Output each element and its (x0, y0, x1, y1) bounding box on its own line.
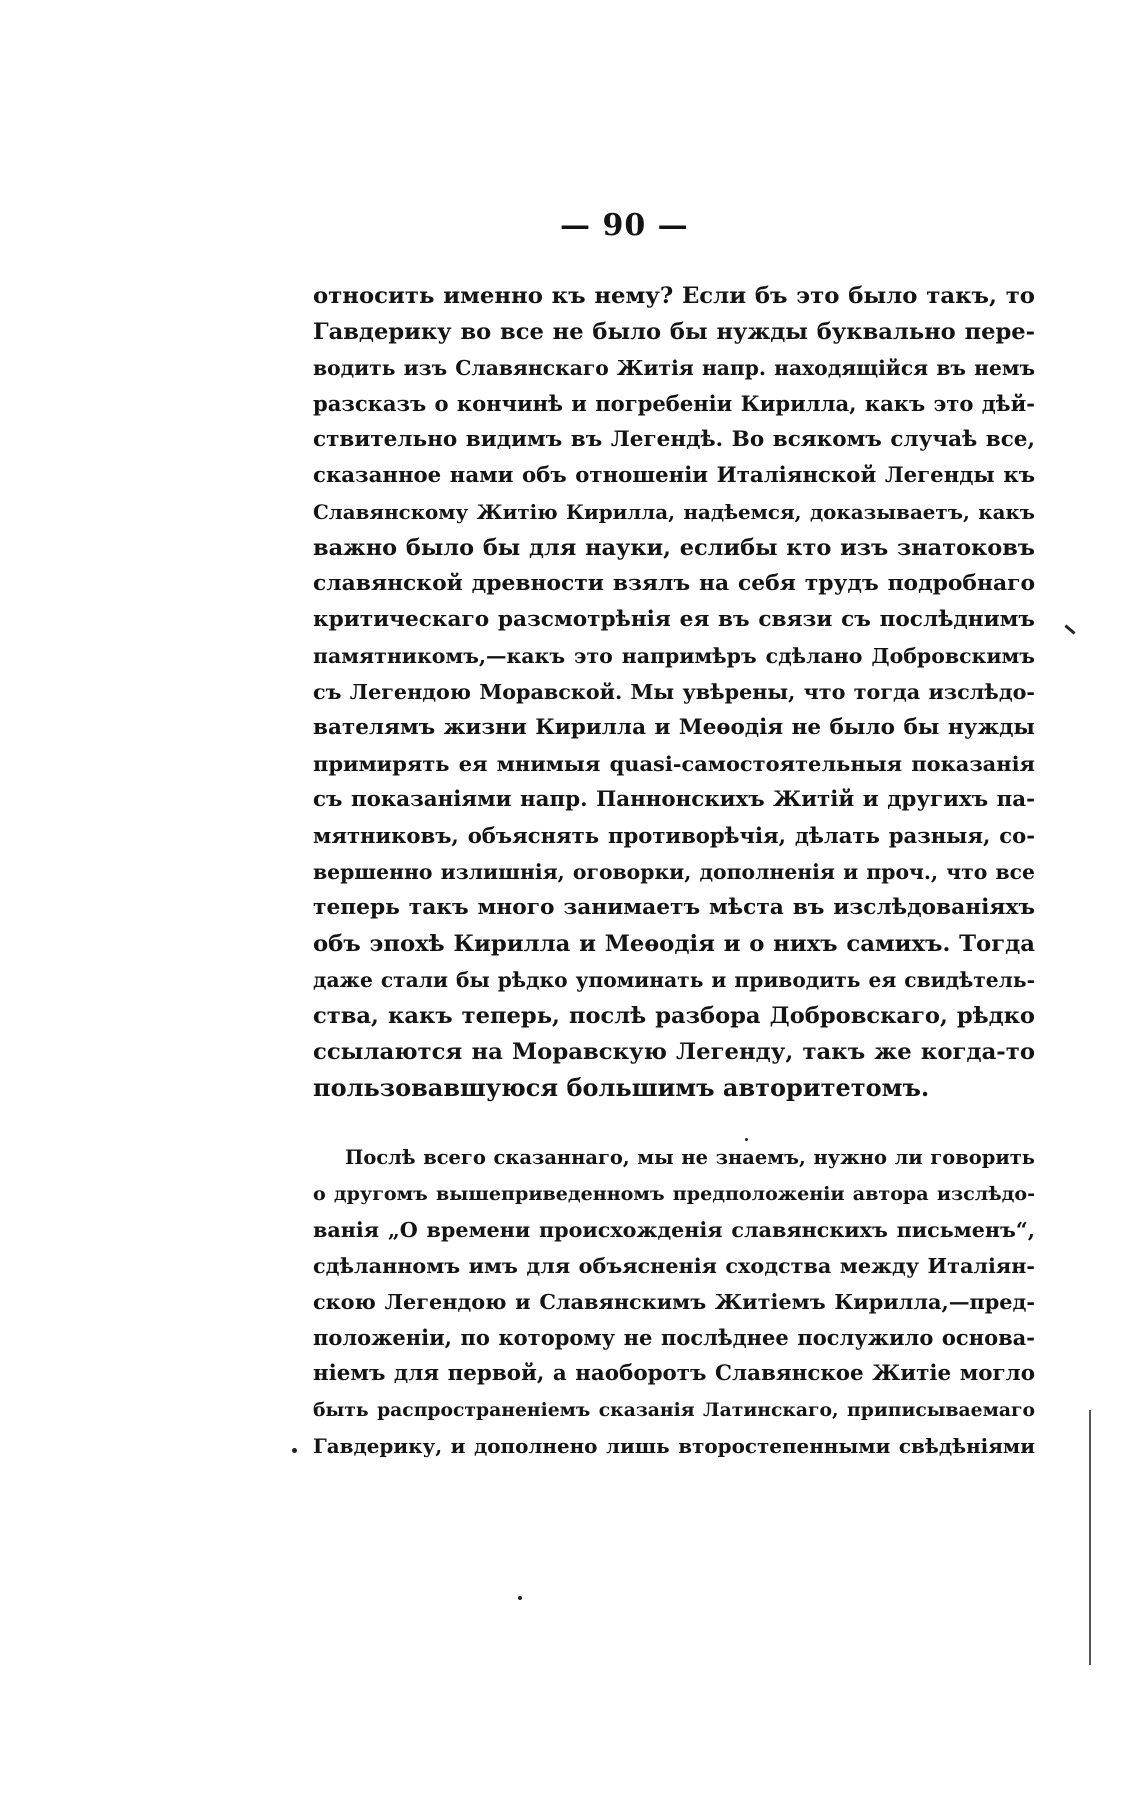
text-line: объ эпохѣ Кирилла и Меѳодія и о нихъ самихъ. Тогда (313, 931, 1035, 957)
text-line: пользовавшуюся большимъ авторитетомъ. (313, 1073, 930, 1102)
text-line: Гавдерику, и дополнено лишь второстепенными свѣдѣніями (313, 1434, 1035, 1458)
text-line: важно было бы для науки, еслибы кто изъ знатоковъ (313, 535, 1035, 561)
text-line: съ Легендою Моравской. Мы увѣрены, что тогда изслѣдо- (313, 680, 1035, 704)
text-line: о другомъ вышеприведенномъ предположеніи автора изслѣдо- (313, 1182, 1035, 1205)
text-line: славянской древности взялъ на себя трудъ подробнаго (313, 571, 1035, 596)
text-line: примирять ея мнимыя quasi-самостоятельныя показанія (313, 751, 1035, 776)
scan-edge-line (1089, 1410, 1091, 1665)
text-line: быть распространеніемъ сказанія Латинскаго, приписываемаго (313, 1399, 1035, 1421)
text-line: ства, какъ теперь, послѣ разбора Добровскаго, рѣдко (313, 1003, 1035, 1029)
scan-speck (518, 1596, 522, 1600)
text-line: водить изъ Славянскаго Житія напр. находящійся въ немъ (313, 356, 1035, 380)
paragraph-1 (313, 278, 1035, 1106)
text-line: положеніи, по которому не послѣднее послужило основа- (313, 1325, 1035, 1350)
page-number: — 90 — (560, 208, 689, 243)
text-line: относить именно къ нему? Если бъ это было такъ, то (313, 283, 1035, 309)
text-line: ванія „О времени происхожденія славянскихъ письменъ“, (313, 1218, 1035, 1242)
text-line: теперь такъ много занимаетъ мѣста въ изслѣдованіяхъ (313, 895, 1035, 920)
scan-mark-bullet (292, 1448, 297, 1453)
text-line: Славянскому Житію Кирилла, надѣемся, доказываетъ, какъ (313, 500, 1035, 524)
text-line: ствительно видимъ въ Легендѣ. Во всякомъ случаѣ все, (313, 427, 1035, 452)
text-line: вателямъ жизни Кирилла и Меѳодія не было бы нужды (313, 715, 1035, 740)
text-line: ніемъ для первой, а наоборотъ Славянское Житіе могло (313, 1361, 1035, 1386)
scan-mark-tick (1064, 624, 1075, 634)
text-line: скою Легендою и Славянскимъ Житіемъ Кирилла,—пред- (313, 1289, 1035, 1314)
text-line: критическаго разсмотрѣнія ея въ связи съ послѣднимъ (313, 607, 1035, 632)
text-line: сказанное нами объ отношеніи Италіянской Легенды къ (313, 463, 1035, 488)
text-line: вершенно излишнія, оговорки, дополненія и проч., что все (313, 860, 1035, 884)
text-line: памятникомъ,—какъ это напримѣръ сдѣлано Добровскимъ (313, 644, 1035, 668)
paragraph-2 (313, 1140, 1035, 1464)
text-line: разсказъ о кончинѣ и погребеніи Кирилла, какъ это дѣй- (313, 391, 1035, 416)
text-line: ссылаются на Моравскую Легенду, такъ же когда-то (313, 1039, 1035, 1065)
text-line: Послѣ всего сказаннаго, мы не знаемъ, нужно ли говорить (345, 1146, 1035, 1169)
text-line: съ показаніями напр. Паннонскихъ Житій и другихъ па- (313, 787, 1035, 812)
text-line: сдѣланномъ имъ для объясненія сходства между Италіян- (313, 1254, 1035, 1278)
text-line: мятниковъ, объяснять противорѣчія, дѣлать разныя, со- (313, 823, 1035, 848)
text-line: Гавдерику во все не было бы нужды буквально пере- (313, 319, 1035, 345)
text-line: даже стали бы рѣдко упоминать и приводить ея свидѣтель- (313, 968, 1035, 992)
scan-speck (745, 1138, 748, 1141)
